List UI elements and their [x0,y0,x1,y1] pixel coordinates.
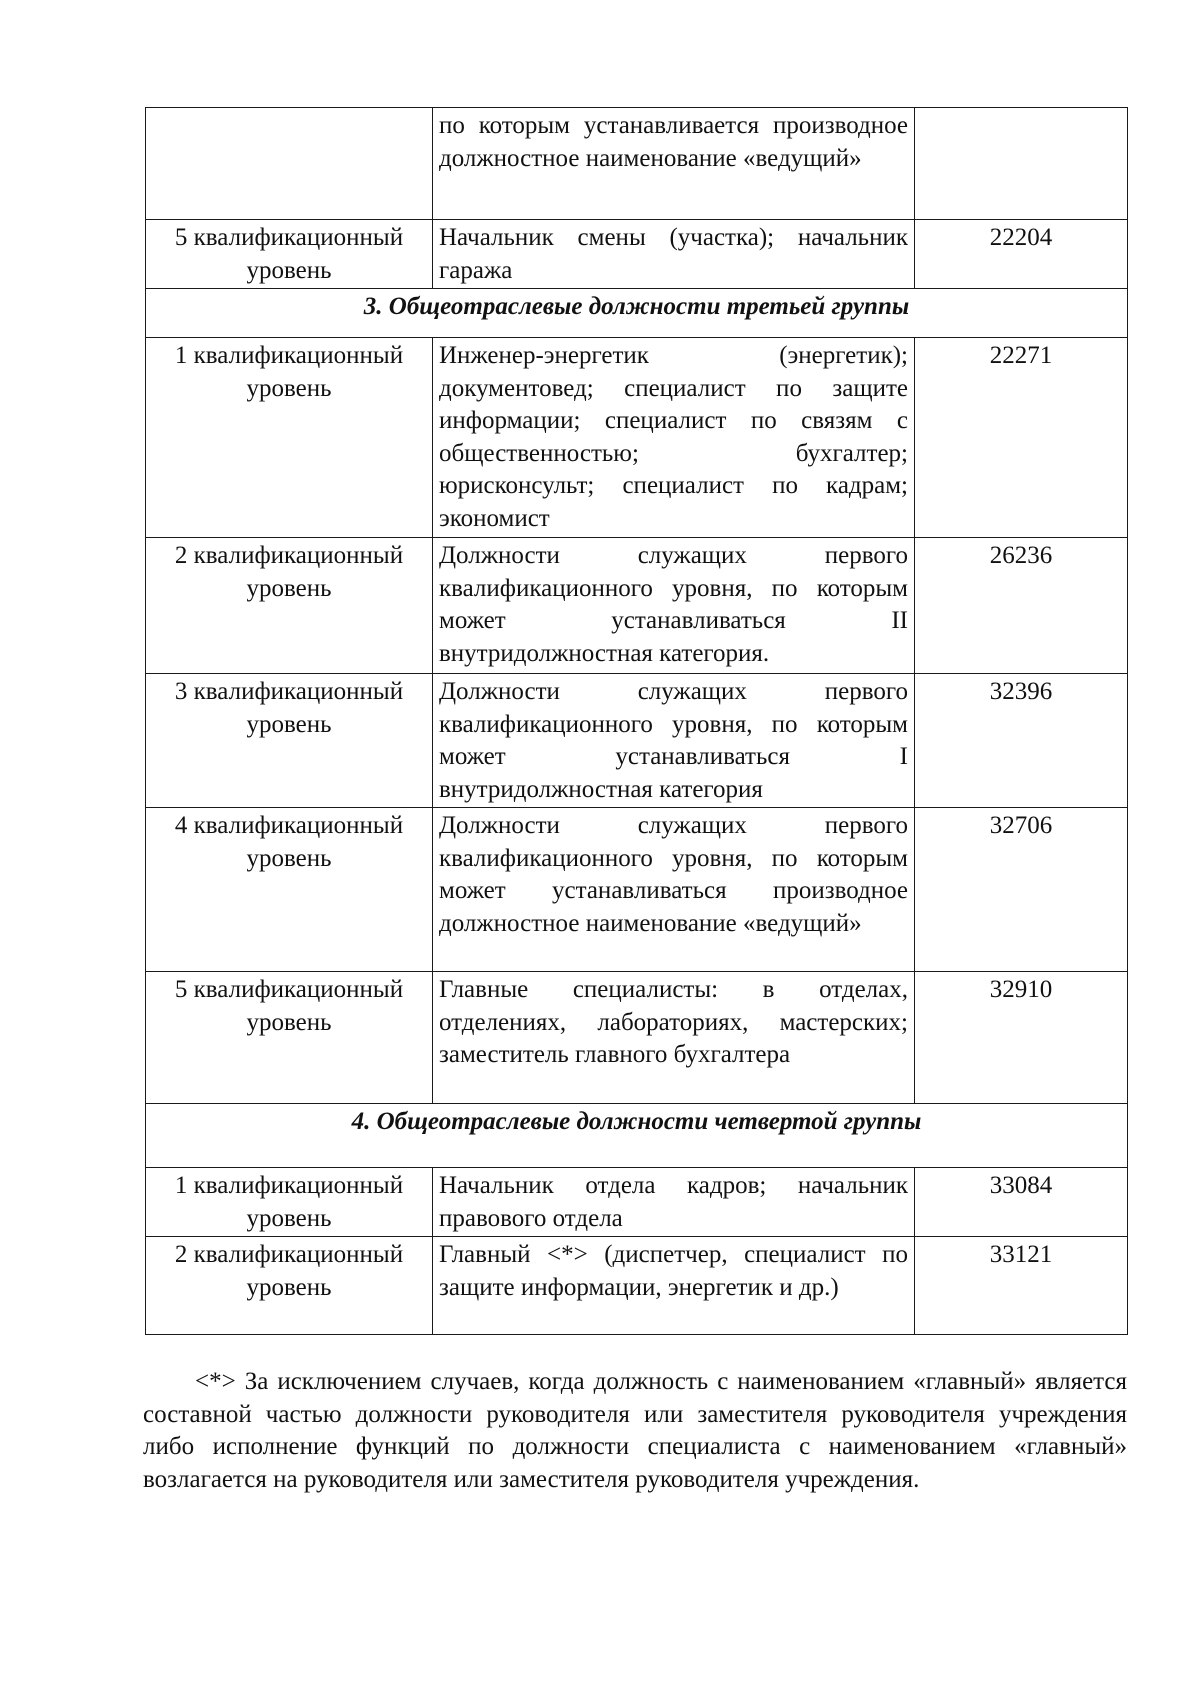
description-cell: Начальник отдела кадров; начальник правового отдела [433,1168,915,1237]
table-row [146,220,1128,289]
salary-cell: 22271 [915,338,1128,538]
group-header-row [146,1104,1128,1168]
salary-table [145,107,1128,1335]
level-cell: 1 квалификационный уровень [146,1168,433,1237]
footnote: <*> За исключением случаев, когда должность с наименованием «главный» является составной частью должности руководителя или заместителя руководителя учреждения либо исполнение функций по должности специалиста с наименованием «главный» возлагается на руководителя или заместителя руководителя учреждения. [143,1368,1127,1493]
level-cell: 5 квалификационный уровень [146,220,433,289]
description-cell: Главные специалисты: в отделах, отделениях, лабораториях, мастерских; заместитель главного бухгалтера [433,972,915,1104]
salary-cell: 33084 [915,1168,1128,1237]
table-row [146,674,1128,808]
salary-cell: 22204 [915,220,1128,289]
salary-cell: 33121 [915,1237,1128,1335]
group-header-row [146,289,1128,338]
description-cell: по которым устанавливается производное должностное наименование «ведущий» [433,108,915,220]
level-cell: 1 квалификационный уровень [146,338,433,538]
salary-cell [915,108,1128,220]
level-cell: 2 квалификационный уровень [146,1237,433,1335]
salary-cell: 32396 [915,674,1128,808]
level-cell: 3 квалификационный уровень [146,674,433,808]
table-row [146,972,1128,1104]
table-row [146,1168,1128,1237]
description-cell: Главный <*> (диспетчер, специалист по защите информации, энергетик и др.) [433,1237,915,1335]
description-cell: Должности служащих первого квалификационного уровня, по которым может устанавливаться производное должностное наименование «ведущий» [433,808,915,972]
description-cell: Должности служащих первого квалификационного уровня, по которым может устанавливаться II внутридолжностная категория. [433,538,915,674]
level-cell: 2 квалификационный уровень [146,538,433,674]
salary-cell: 32706 [915,808,1128,972]
table-row [146,808,1128,972]
description-cell: Инженер-энергетик (энергетик); документовед; специалист по защите информации; специалист по связям с общественностью; бухгалтер; юрисконсульт; специалист по кадрам; экономист [433,338,915,538]
group-header: 4. Общеотраслевые должности четвертой группы [146,1104,1128,1168]
salary-cell: 32910 [915,972,1128,1104]
group-header: 3. Общеотраслевые должности третьей группы [146,289,1128,338]
description-cell: Начальник смены (участка); начальник гаража [433,220,915,289]
level-cell: 5 квалификационный уровень [146,972,433,1104]
level-cell [146,108,433,220]
table-row [146,1237,1128,1335]
table-row [146,338,1128,538]
level-cell: 4 квалификационный уровень [146,808,433,972]
salary-cell: 26236 [915,538,1128,674]
description-cell: Должности служащих первого квалификационного уровня, по которым может устанавливаться I внутридолжностная категория [433,674,915,808]
table-row [146,538,1128,674]
table-row [146,108,1128,220]
